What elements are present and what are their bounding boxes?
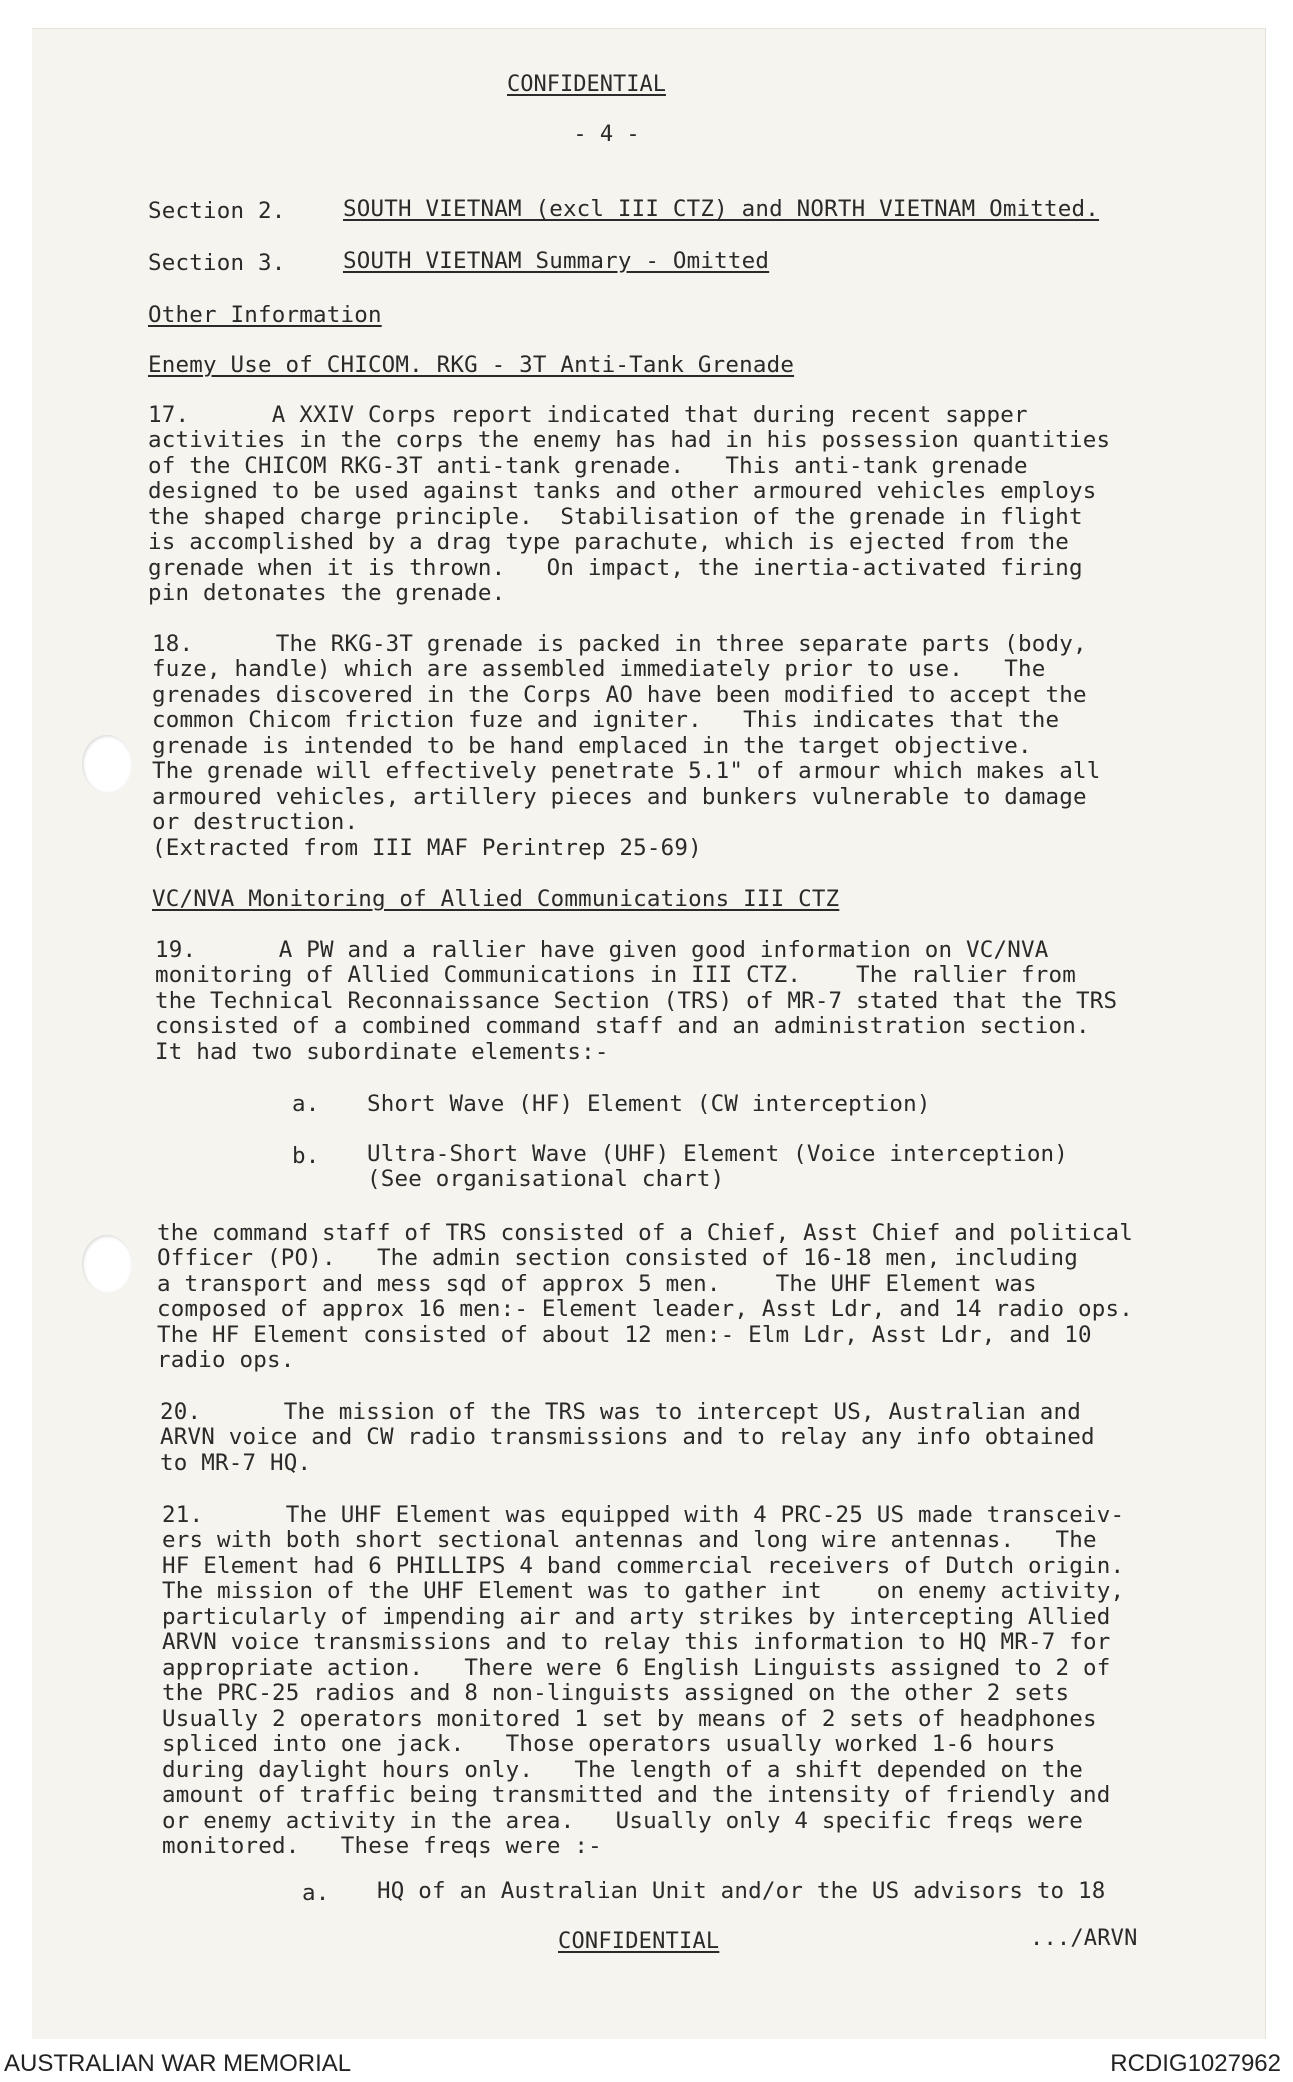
text-line: the Technical Reconnaissance Section (TRS) of MR-7 stated that the TRS — [155, 988, 1118, 1014]
text-line: The grenade will effectively penetrate 5.1" of armour which makes all — [152, 758, 1101, 784]
text-line: fuze, handle) which are assembled immediately prior to use. The — [152, 656, 1046, 682]
text-line: consisted of a combined command staff and an administration section. — [155, 1013, 1090, 1039]
list-marker: a. — [302, 1880, 330, 1906]
citation: (Extracted from III MAF Perintrep 25-69) — [152, 835, 702, 861]
text-line: during daylight hours only. The length of a shift depended on the — [162, 1757, 1083, 1783]
text-line: Officer (PO). The admin section consisted of 16-18 men, including — [157, 1245, 1078, 1271]
text-line: grenades discovered in the Corps AO have been modified to accept the — [152, 682, 1087, 708]
archive-reference: RCDIG1027962 — [1110, 2050, 1281, 2077]
punch-hole-top — [82, 735, 132, 793]
text-line: ers with both short sectional antennas and long wire antennas. The — [162, 1527, 1097, 1553]
text-line: pin detonates the grenade. — [148, 580, 506, 606]
text-line: radio ops. — [157, 1347, 295, 1373]
list-marker: a. — [292, 1091, 320, 1117]
list-item: HQ of an Australian Unit and/or the US advisors to 18 — [377, 1878, 1106, 1904]
text-line: 18. The RKG-3T grenade is packed in three separate parts (body, — [152, 631, 1087, 657]
text-line: to MR-7 HQ. — [160, 1450, 312, 1476]
text-line: The mission of the UHF Element was to gather int on enemy activity, — [162, 1578, 1125, 1604]
text-line: The HF Element consisted of about 12 men:- Elm Ldr, Asst Ldr, and 10 — [157, 1322, 1092, 1348]
punch-hole-bottom — [82, 1235, 132, 1293]
text-line: ARVN voice transmissions and to relay this information to HQ MR-7 for — [162, 1629, 1111, 1655]
list-item: Short Wave (HF) Element (CW interception) — [367, 1091, 931, 1117]
text-line: composed of approx 16 men:- Element leader, Asst Ldr, and 14 radio ops. — [157, 1296, 1133, 1322]
text-line: ARVN voice and CW radio transmissions and to relay any info obtained — [160, 1424, 1095, 1450]
text-line: spliced into one jack. Those operators usually worked 1-6 hours — [162, 1731, 1056, 1757]
text-line: Usually 2 operators monitored 1 set by means of 2 sets of headphones — [162, 1706, 1097, 1732]
text-line: activities in the corps the enemy has had in his possession quantities — [148, 427, 1111, 453]
list-marker: b. — [292, 1143, 320, 1169]
header-classification: CONFIDENTIAL — [507, 72, 666, 97]
text-line: a transport and mess sqd of approx 5 men. The UHF Element was — [157, 1271, 1037, 1297]
topic-1-title: Enemy Use of CHICOM. RKG - 3T Anti-Tank Grenade — [148, 352, 795, 378]
text-line: or enemy activity in the area. Usually only 4 specific freqs were — [162, 1808, 1083, 1834]
section-2-title: SOUTH VIETNAM (excl III CTZ) and NORTH VIETNAM Omitted. — [343, 196, 1100, 222]
text-line: is accomplished by a drag type parachute, which is ejected from the — [148, 529, 1069, 555]
text-line: 20. The mission of the TRS was to intercept US, Australian and — [160, 1399, 1081, 1425]
text-line: designed to be used against tanks and other armoured vehicles employs — [148, 478, 1097, 504]
other-information-heading: Other Information — [148, 302, 382, 328]
section-2-label: Section 2. — [148, 198, 286, 224]
text-line: 21. The UHF Element was equipped with 4 PRC-25 US made transceiv- — [162, 1502, 1125, 1528]
footer-classification: CONFIDENTIAL — [558, 1929, 720, 1954]
text-line: amount of traffic being transmitted and the intensity of friendly and — [162, 1782, 1111, 1808]
text-line: monitored. These freqs were :- — [162, 1833, 602, 1859]
text-line: common Chicom friction fuze and igniter. This indicates that the — [152, 707, 1060, 733]
continuation-marker: .../ARVN — [1030, 1926, 1138, 1951]
archive-institution: AUSTRALIAN WAR MEMORIAL — [4, 2050, 352, 2077]
text-line: of the CHICOM RKG-3T anti-tank grenade. This anti-tank grenade — [148, 453, 1028, 479]
text-line: It had two subordinate elements:- — [155, 1039, 609, 1065]
text-line: the command staff of TRS consisted of a Chief, Asst Chief and political — [157, 1220, 1133, 1246]
text-line: the shaped charge principle. Stabilisation of the grenade in flight — [148, 504, 1083, 530]
text-line: grenade is intended to be hand emplaced in the target objective. — [152, 733, 1032, 759]
section-3-label: Section 3. — [148, 250, 286, 276]
text-line: armoured vehicles, artillery pieces and bunkers vulnerable to damage — [152, 784, 1087, 810]
list-item: Ultra-Short Wave (UHF) Element (Voice interception) — [367, 1141, 1069, 1167]
text-line: grenade when it is thrown. On impact, the inertia-activated firing — [148, 555, 1083, 581]
text-line: appropriate action. There were 6 English Linguists assigned to 2 of — [162, 1655, 1111, 1681]
text-line: monitoring of Allied Communications in III CTZ. The rallier from — [155, 962, 1076, 988]
text-line: the PRC-25 radios and 8 non-linguists assigned on the other 2 sets — [162, 1680, 1070, 1706]
text-line: 17. A XXIV Corps report indicated that during recent sapper — [148, 402, 1028, 428]
text-line: particularly of impending air and arty strikes by intercepting Allied — [162, 1604, 1111, 1630]
section-3-title: SOUTH VIETNAM Summary - Omitted — [343, 248, 770, 274]
text-line: HF Element had 6 PHILLIPS 4 band commercial receivers of Dutch origin. — [162, 1553, 1125, 1579]
text-line: 19. A PW and a rallier have given good information on VC/NVA — [155, 937, 1049, 963]
list-item: (See organisational chart) — [367, 1166, 725, 1192]
page-number: - 4 - — [573, 122, 640, 147]
text-line: or destruction. — [152, 809, 359, 835]
topic-2-title: VC/NVA Monitoring of Allied Communications III CTZ — [152, 886, 840, 912]
